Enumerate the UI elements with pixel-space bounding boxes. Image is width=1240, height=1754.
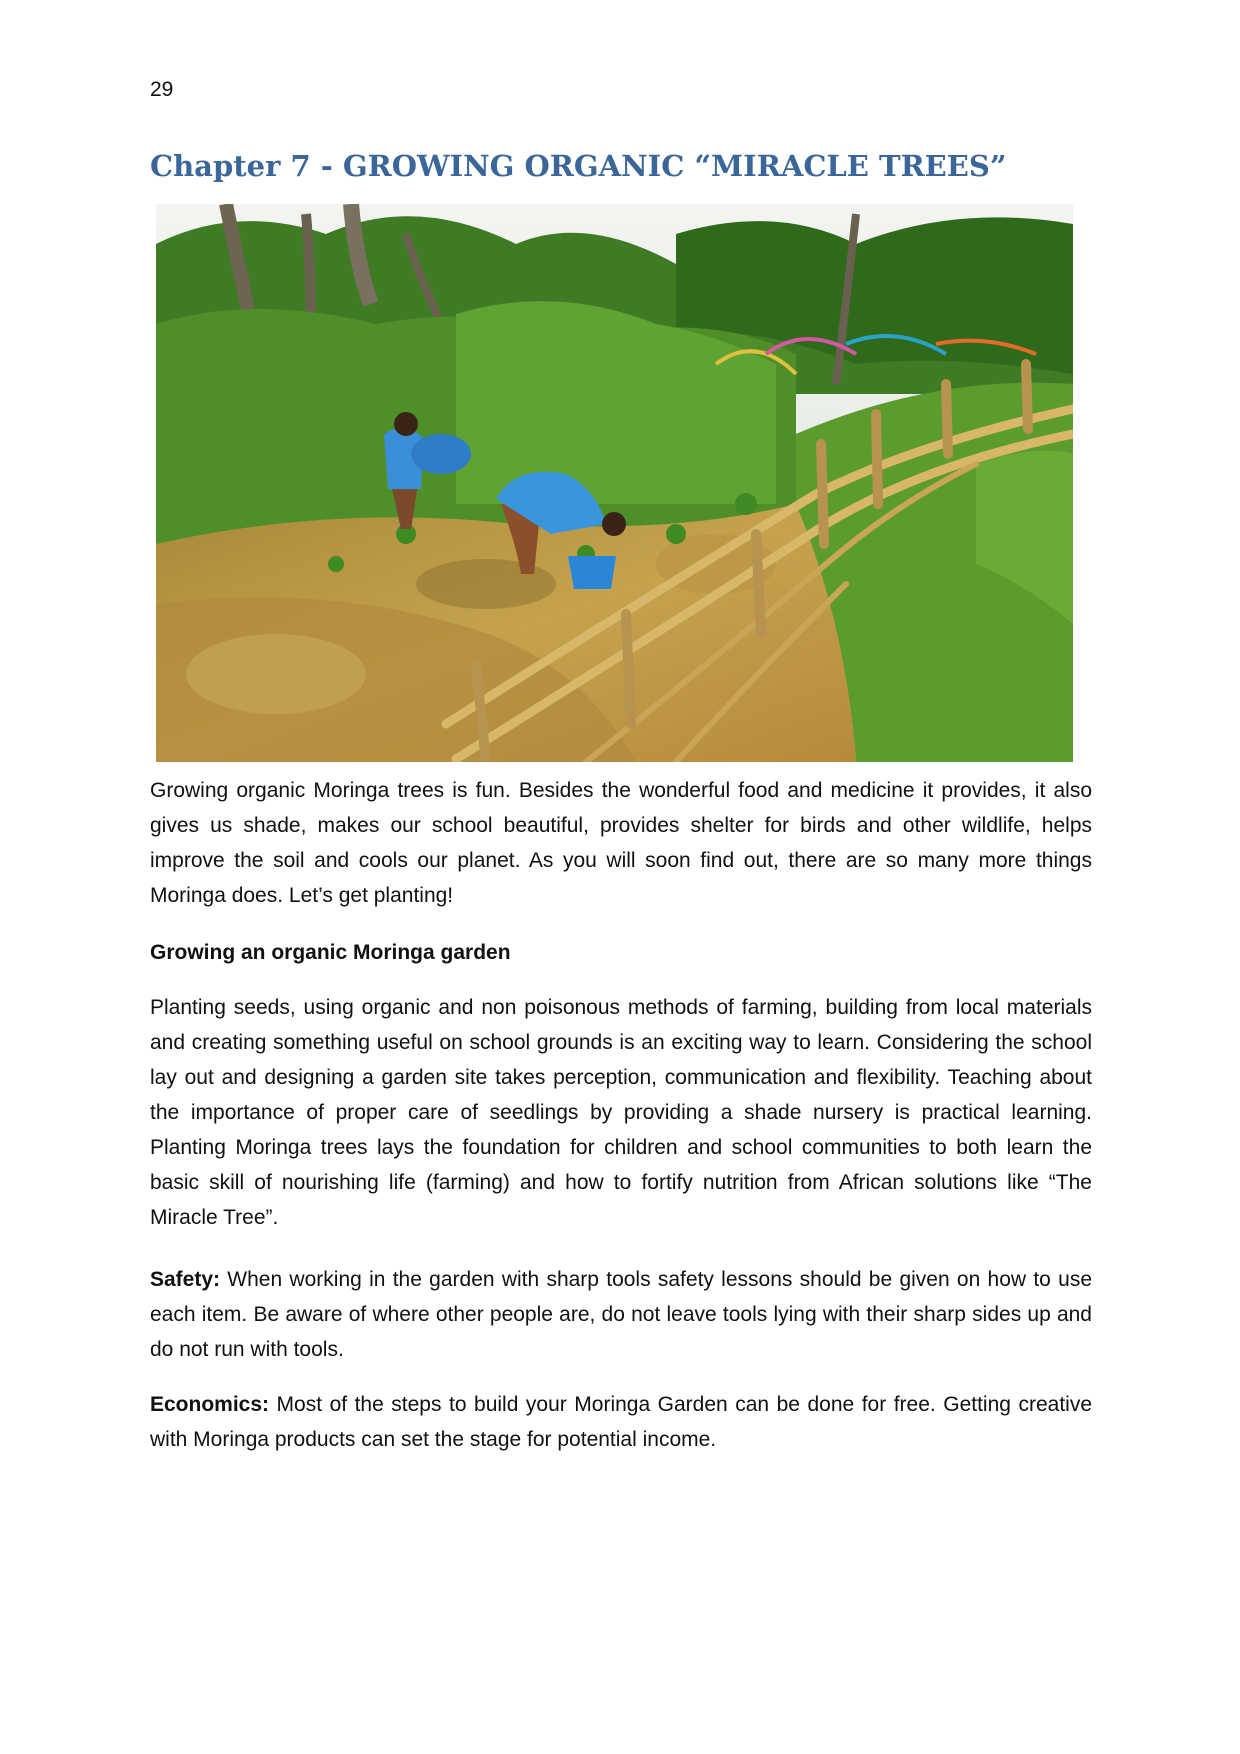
economics-label: Economics: [150, 1393, 270, 1416]
safety-paragraph [150, 1262, 1092, 1367]
garden-photo-illustration [156, 204, 1073, 762]
economics-text: Most of the steps to build your Moringa Garden can be done for free. Getting creative with Moringa products can set the stage for potential income. [150, 1393, 1092, 1451]
chapter-title: Chapter 7 - GROWING ORGANIC “MIRACLE TREES” [150, 149, 1007, 183]
economics-paragraph [150, 1387, 1092, 1457]
safety-text: When working in the garden with sharp tools safety lessons should be given on how to use each item. Be aware of where other people are, do not leave tools lying with their sharp sides up and do not run with tools. [150, 1268, 1092, 1361]
page-number: 29 [150, 78, 174, 101]
safety-label: Safety: [150, 1268, 221, 1291]
garden-paragraph: Planting seeds, using organic and non poisonous methods of farming, building from local materials and creating something useful on school grounds is an exciting way to learn. Considering the school lay out and designing a garden site takes perception, communication and flexibility. Teaching about the importance of proper care of seedlings by providing a shade nursery is practical learning. Planting Moringa trees lays the foundation for children and school communities to both learn the basic skill of nourishing life (farming) and how to fortify nutrition from African solutions like “The Miracle Tree”. [150, 996, 1092, 1229]
section-heading: Growing an organic Moringa garden [150, 941, 511, 964]
intro-paragraph: Growing organic Moringa trees is fun. Besides the wonderful food and medicine it provides, it also gives us shade, makes our school beautiful, provides shelter for birds and other wildlife, helps improve the soil and cools our planet. As you will soon find out, there are so many more things Moringa does. Let’s get planting! [150, 779, 1092, 907]
garden-photo [156, 204, 1073, 762]
